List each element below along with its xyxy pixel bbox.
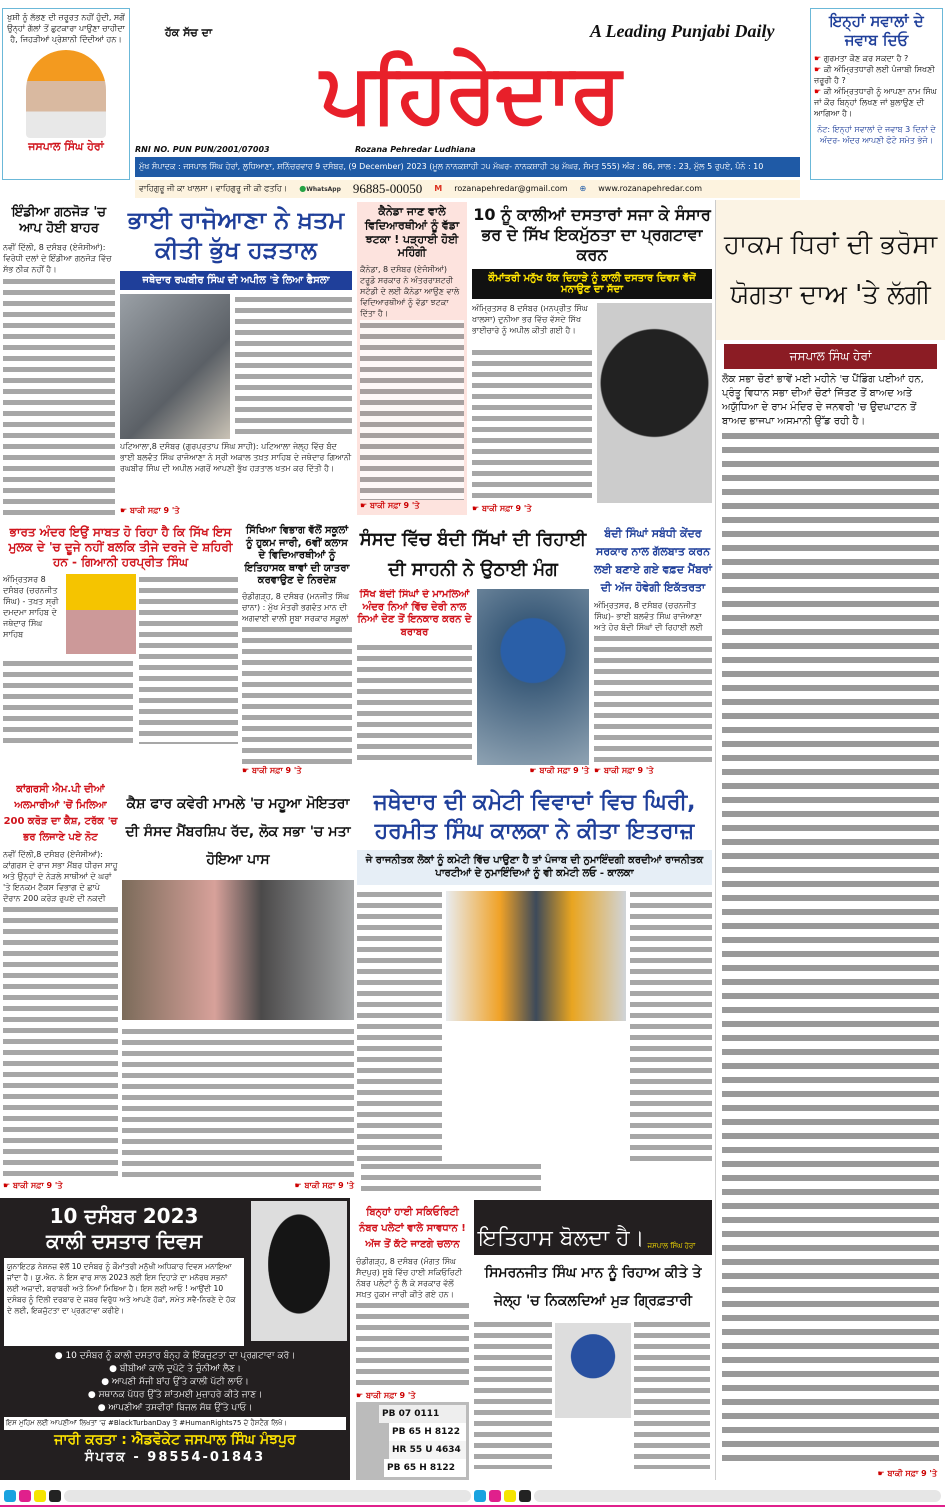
questions-ad <box>810 8 943 180</box>
edition-place: Rozana Pehredar Ludhiana <box>355 145 476 154</box>
continued-label: ☛ ਬਾਕੀ ਸਫ਼ਾ 9 'ਤੇ <box>877 1469 937 1478</box>
subhead: ਜਥੇਦਾਰ ਰਘਬੀਰ ਸਿੰਘ ਦੀ ਅਪੀਲ 'ਤੇ ਲਿਆ ਫੈਸਲਾ <box>120 271 352 290</box>
ad-point: ● ਆਪਣੀਆਂ ਤਸਵੀਰਾਂ ਬਿਜਲ ਸੱਥ ਉੱਤੇ ਪਾਓ। <box>97 1403 253 1413</box>
color-swatch <box>4 1490 16 1502</box>
phone-number: 96885-00050 <box>352 181 423 196</box>
mann-photo <box>555 1323 631 1418</box>
article-canada <box>357 202 467 515</box>
lead-text: ਕੈਨੇਡਾ, 8 ਦਸੰਬਰ (ਏਜੰਸੀਆਂ) ਟਰੂਡੋ ਸਰਕਾਰ ਨੇ ਅੰਤਰਰਾਸ਼ਟਰੀ ਸਟੱਡੀ ਦੇ ਲਈ ਕੈਨੇਡਾ ਆਉਣ ਵਾਲੇ ਵਿਦਿਆਰਥੀਆਂ ਨੂੰ ਵੱਡਾ ਝਟਕਾ ਦਿੱਤਾ ਹੈ। <box>360 265 460 318</box>
headline: ਕਾਂਗਰਸੀ ਐਮ.ਪੀ ਦੀਆਂ ਅਲਮਾਰੀਆਂ 'ਚੋਂ ਮਿਲਿਆ 200 ਕਰੋੜ ਦਾ ਕੈਸ਼, ਟਰੱਕ 'ਚ ਭਰ ਲਿਜਾਣੇ ਪਏ ਨੋਟ <box>3 784 118 843</box>
headline: ਕੈਸ਼ ਫਾਰ ਕਵੇਰੀ ਮਾਮਲੇ 'ਚ ਮਹੂਆ ਮੋਇਤਰਾ ਦੀ ਸੰਸਦ ਮੈਂਬਰਸ਼ਿਪ ਰੱਦ, ਲੋਕ ਸਭਾ 'ਚ ਮਤਾ ਹੋਇਆ ਪਾਸ <box>125 796 351 868</box>
color-swatch <box>504 1490 516 1502</box>
ad-point: ● ਆਪਣੀ ਸੱਜੀ ਬਾਂਹ ਉੱਤੇ ਕਾਲੀ ਪੱਟੀ ਲਾਓ। <box>101 1377 249 1387</box>
article-rajoana <box>120 205 352 517</box>
plate: PB 65 H 8122 <box>384 1459 466 1477</box>
plate: PB 65 H 8122 <box>389 1423 466 1441</box>
article-giani-harpreet <box>3 525 238 777</box>
article-mahua <box>122 790 354 1192</box>
print-registration-bar <box>0 1486 945 1507</box>
ad-point: ● ਸਥਾਨਕ ਪੱਧਰ ਉੱਤੇ ਸ਼ਾਂਤਮਈ ਮੁਜ਼ਾਹਰੇ ਕੀਤੇ ਜਾਣ। <box>87 1390 263 1400</box>
continued-label: ☛ ਬਾਕੀ ਸਫ਼ਾ 9 'ਤੇ <box>356 1391 416 1400</box>
itihas-banner: ਇਤਿਹਾਸ ਬੋਲਦਾ ਹੈ। ਜਸਪਾਲ ਸਿੰਘ ਹੇਰਾਂ <box>474 1200 712 1255</box>
lead-text: ਨਵੀਂ ਦਿੱਲੀ, 8 ਦਸੰਬਰ (ਏਜੰਸੀਆਂ): ਵਿਰੋਧੀ ਦਲਾਂ ਦੇ ਇੰਡੀਆ ਗਠਜੋੜ ਵਿੱਚ ਸੱਭ ਠੀਕ ਨਹੀਂ ਹੈ। <box>3 242 112 274</box>
ad-body: ਯੂਨਾਇਟਡ ਨੇਸ਼ਨਜ਼ ਵੱਲੋਂ 10 ਦਸੰਬਰ ਨੂੰ ਕੌਮਾਂਤਰੀ ਮਨੁੱਖੀ ਅਧਿਕਾਰ ਦਿਵਸ ਮਨਾਇਆ ਜਾਂਦਾ ਹੈ। ਯੂ.ਐਨ. ਨੇ ਇਸ ਵਾਰ ਸਾਲ 2023 ਲਈ ਇਸ ਦਿਹਾੜੇ ਦਾ ਮਨੋਰਥ ਸਭਨਾਂ ਲਈ ਅਜ਼ਾਦੀ, ਬਰਾਬਰੀ ਅਤੇ ਨਿਆਂ ਮਿਥਿਆ ਹੈ। ਇਸ ਲਈ ਆਓ ! ਆਉਂਦੀ 10 ਦਸੰਬਰ ਨੂੰ ਦਿੱਲੀ ਦਰਬਾਰ ਦੇ ਜਬਰ ਵਿਰੁੱਧ ਅਤੇ ਆਪਣੇ ਹੱਕਾਂ, ਸਮੇਤ ਸਵੈ-ਨਿਰਣੇ ਦੇ ਹੱਕ ਦੇ ਲਈ, ਇਕਜੁੱਟਤਾ ਦਾ ਪ੍ਰਗਟਾਵਾ ਕਰੀਏ। <box>4 1258 244 1346</box>
editorial <box>715 200 945 1480</box>
subhead: ਕੌਮਾਂਤਰੀ ਮਨੁੱਖ ਹੱਕ ਦਿਹਾੜੇ ਨੂੰ ਕਾਲੀ ਦਸਤਾਰ ਦਿਵਸ ਵੱਜੋਂ ਮਨਾਉਣ ਦਾ ਸੱਦਾ <box>472 269 712 299</box>
plate: PB 07 0111 <box>379 1405 466 1423</box>
black-turban-photo <box>251 1201 347 1341</box>
contact-strip <box>135 180 800 198</box>
color-swatch <box>489 1490 501 1502</box>
continued-label: ☛ ਬਾਕੀ ਸਫ਼ਾ 9 'ਤੇ <box>3 1181 63 1190</box>
editorial-lead: ਲੋਕ ਸਭਾ ਚੋਣਾਂ ਭਾਵੇਂ ਮਈ ਮਹੀਨੇ 'ਚ ਪੈਂਡਿੰਗ ਪਈਆਂ ਹਨ, ਪ੍ਰੰਤੂ ਵਿਧਾਨ ਸਭਾ ਦੀਆਂ ਚੋਣਾਂ ਜਿੱਤਣ ਤੋਂ ਬਾਅਦ ਅਤੇ ਅਯੁੱਧਿਆ ਦੇ ਰਾਮ ਮੰਦਿਰ ਦੇ ਜਨਵਰੀ 'ਚ ਉਦਘਾਟਨ ਤੋਂ ਬਾਅਦ ਭਾਜਪਾ ਅਸਮਾਨੀ ਉੱਡ ਰਹੀ ਹੈ। <box>722 374 924 427</box>
website[interactable]: www.rozanapehredar.com <box>598 184 703 193</box>
ad-name: ਜਸਪਾਲ ਸਿੰਘ ਹੇਰਾਂ <box>28 140 104 153</box>
question: ☛ ਕੀ ਅੰਮ੍ਰਿਤਧਾਰੀ ਲਈ ਪੰਜਾਬੀ ਸਿਖਣੀ ਜ਼ਰੂਰੀ ਹੈ ? <box>814 65 935 85</box>
continued-label: ☛ ਬਾਕੀ ਸਫ਼ਾ 9 'ਤੇ <box>472 504 532 513</box>
rni-number: RNI NO. PUN PUN/2001/07003 <box>135 145 270 154</box>
questions-title: ਇਨ੍ਹਾਂ ਸਵਾਲਾਂ ਦੇ ਜਵਾਬ ਦਿਓ <box>829 12 924 49</box>
english-tagline: A Leading Punjabi Daily <box>590 21 775 41</box>
headline: ਜਥੇਦਾਰ ਦੀ ਕਮੇਟੀ ਵਿਵਾਦਾਂ ਵਿਚ ਘਿਰੀ, ਹਰਮੀਤ ਸਿੰਘ ਕਾਲਕਾ ਨੇ ਕੀਤਾ ਇਤਰਾਜ਼ <box>373 790 696 844</box>
info-bar: ਮੁੱਖ ਸੰਪਾਦਕ : ਜਸਪਾਲ ਸਿੰਘ ਹੇਰਾਂ, ਲੁਧਿਆਣਾ, ਸ਼ਨਿੱਚਰਵਾਰ 9 ਦਸੰਬਰ, (9 December) 2023 (ਮੂਲ ਨਾਨਕਸ਼ਾਹੀ ੨੫ ਮੱਘਰ- ਨਾਨਕਸ਼ਾਹੀ ੨੪ ਮੱਘਰ, ਸੰਮਤ 555) ਅੰਕ : 86, ਸਾਲ : 23, ਮੁੱਲ 5 ਰੁਪਏ, ਪੰਨੇ : 10 <box>135 157 800 177</box>
whatsapp-icon: ●WhatsApp <box>299 184 341 193</box>
photo <box>120 294 230 439</box>
plate: HR 55 U 4634 <box>389 1441 466 1459</box>
article-number-plates <box>356 1205 469 1480</box>
mahua-photo <box>122 880 354 1020</box>
lead-text: ਚੰਡੀਗੜ੍ਹ, 8 ਦਸੰਬਰ (ਮੰਗਤ ਸਿੰਘ ਸੈਦਪੁਰ) ਸੂਬੇ ਵਿੱਚ ਹਾਈ ਸਕਿਓਰਿਟੀ ਨੰਬਰ ਪਲੇਟਾਂ ਨੂੰ ਲੈ ਕੇ ਸਰਕਾਰ ਵੱਲੋਂ ਸਖ਼ਤ ਹੁਕਮ ਜਾਰੀ ਕੀਤੇ ਗਏ ਹਨ। <box>356 1257 463 1299</box>
question: ☛ ਗੁਰਮਤਾ ਕੌਣ ਕਰ ਸਕਦਾ ਹੈ ? <box>814 54 909 63</box>
black-turban-day-ad <box>0 1198 350 1480</box>
continued-label: ☛ ਬਾਕੀ ਸਫ਼ਾ 9 'ਤੇ <box>120 506 180 515</box>
question-list <box>814 53 939 119</box>
color-swatch <box>49 1490 61 1502</box>
headline: ਭਾਈ ਰਾਜੋਆਣਾ ਨੇ ਖ਼ਤਮ ਕੀਤੀ ਭੁੱਖ ਹੜਤਾਲ <box>127 206 345 264</box>
headline: ਕੈਨੇਡਾ ਜਾਣ ਵਾਲੇ ਵਿਦਿਆਰਥੀਆਂ ਨੂੰ ਵੱਡਾ ਝਟਕਾ ! ਪੜ੍ਹਾਈ ਹੋਈ ਮਹਿੰਗੀ <box>364 205 460 260</box>
ad-title-date: 10 ਦਸੰਬਰ 2023 <box>49 1204 199 1228</box>
continued-label: ☛ ਬਾਕੀ ਸਫ਼ਾ 9 'ਤੇ <box>294 1181 354 1190</box>
mail-icon: M <box>434 184 443 193</box>
headline: ਇੰਡੀਆ ਗਠਜੋੜ 'ਚ ਆਪ ਹੋਈ ਬਾਹਰ <box>11 205 107 237</box>
article-jathedar-committee <box>357 788 712 1193</box>
ad-contact: ਸੰਪਰਕ - 98554-01843 <box>84 1449 266 1465</box>
headline: 10 ਨੂੰ ਕਾਲੀਆਂ ਦਸਤਾਰਾਂ ਸਜਾ ਕੇ ਸੰਸਾਰ ਭਰ ਦੇ ਸਿੱਖ ਇਕਮੁੱਠਤਾ ਦਾ ਪ੍ਰਗਟਾਵਾ ਕਰਨ <box>473 205 711 264</box>
headline: ਭਾਰਤ ਅੰਦਰ ਇਉਂ ਸਾਬਤ ਹੋ ਰਿਹਾ ਹੈ ਕਿ ਸਿੱਖ ਇਸ ਮੁਲਕ ਦੇ 'ਚ ਦੂਜੇ ਨਹੀਂ ਬਲਕਿ ਤੀਜੇ ਦਰਜੇ ਦੇ ਸ਼ਹਿਰੀ ਹਨ - ਗਿਆਨੀ ਹਰਪ੍ਰੀਤ ਸਿੰਘ <box>8 525 233 569</box>
lead-text: ਚੰਡੀਗੜ੍ਹ, 8 ਦਸੰਬਰ (ਮਨਜੀਤ ਸਿੰਘ ਚਾਨਾ) : ਮੁੱਖ ਮੰਤਰੀ ਭਗਵੰਤ ਮਾਨ ਦੀ ਅਗਵਾਈ ਵਾਲੀ ਸੂਬਾ ਸਰਕਾਰ ਸਕੂਲਾਂ <box>242 591 350 623</box>
article-itihas <box>474 1200 712 1480</box>
lead-text: ਅੰਮ੍ਰਿਤਸਰ, 8 ਦਸੰਬਰ (ਚਰਨਜੀਤ ਸਿੰਘ)- ਭਾਈ ਬਲਵੰਤ ਸਿੰਘ ਰਾਜੋਆਣਾ ਅਤੇ ਹੋਰ ਬੰਦੀ ਸਿੰਘਾਂ ਦੀ ਰਿਹਾਈ ਲਈ <box>594 601 703 632</box>
lead-text: ਅੰਮ੍ਰਿਤਸਰ 8 ਦਸੰਬਰ (ਮਨਪ੍ਰੀਤ ਸਿੰਘ ਖਾਲਸਾ) ਦੁਨੀਆ ਭਰ ਵਿੱਚ ਵੱਸਦੇ ਸਿੱਖ ਭਾਈਚਾਰੇ ਨੂੰ ਅਪੀਲ ਕੀਤੀ ਗਈ ਹੈ। <box>472 304 588 335</box>
article-sahni <box>357 525 589 777</box>
greeting: ਵਾਹਿਗੁਰੂ ਜੀ ਕਾ ਖਾਲਸਾ। ਵਾਹਿਗੁਰੂ ਜੀ ਕੀ ਫਤਹਿ। <box>139 184 288 193</box>
headline: ਸੰਸਦ ਵਿੱਚ ਬੰਦੀ ਸਿੱਖਾਂ ਦੀ ਰਿਹਾਈ ਦੀ ਸਾਹਨੀ ਨੇ ਉਠਾਈ ਮੰਗ <box>359 529 587 580</box>
tagline: ਹੱਕ ਸੱਚ ਦਾ <box>165 26 213 39</box>
continued-label: ☛ ਬਾਕੀ ਸਫ਼ਾ 9 'ਤੇ <box>529 766 589 775</box>
ad-points <box>0 1350 350 1415</box>
article-congress-cash <box>3 782 118 1192</box>
ad-title: ਕਾਲੀ ਦਸਤਾਰ ਦਿਵਸ <box>46 1229 202 1253</box>
article-black-turban <box>472 205 712 515</box>
color-swatch <box>474 1490 486 1502</box>
editorial-headline: ਹਾਕਮ ਧਿਰਾਂ ਦੀ ਭਰੋਸਾ ਯੋਗਤਾ ਦਾਅ 'ਤੇ ਲੱਗੀ <box>716 200 945 340</box>
globe-icon: ⊕ <box>579 184 587 193</box>
article-india-alliance <box>3 205 115 515</box>
questions-note: ਨੋਟ: ਇਨ੍ਹਾਂ ਸਵਾਲਾਂ ਦੇ ਜਵਾਬ 3 ਦਿਨਾਂ ਦੇ ਅੰਦਰ- ਅੰਦਰ ਆਪਣੀ ਫੋਟੋ ਸਮੇਤ ਭੇਜੋ। <box>817 125 936 145</box>
logo: ਪਹਿਰੇਦਾਰ <box>320 46 620 141</box>
color-swatch <box>19 1490 31 1502</box>
ad-point: ● ਬੀਬੀਆਂ ਕਾਲੇ ਦੁਪੱਟੇ ਤੇ ਚੁੰਨੀਆਂ ਲੈਣ। <box>109 1364 241 1374</box>
headline: ਸਿਮਰਨਜੀਤ ਸਿੰਘ ਮਾਨ ਨੂੰ ਰਿਹਾਅ ਕੀਤੇ ਤੇ ਜੇਲ੍ਹ 'ਚ ਨਿਕਲਦਿਆਂ ਮੁੜ ਗ੍ਰਿਫ਼ਤਾਰੀ <box>484 1265 702 1309</box>
headline: ਸਿੱਖਿਆ ਵਿਭਾਗ ਵੱਲੋਂ ਸਕੂਲਾਂ ਨੂੰ ਹੁਕਮ ਜਾਰੀ, 6ਵੀਂ ਕਲਾਸ ਦੇ ਵਿਦਿਆਰਥੀਆਂ ਨੂੰ ਇਤਿਹਾਸਕ ਥਾਵਾਂ ਦੀ ਯਾਤਰਾ ਕਰਵਾਉਣ ਦੇ ਨਿਰਦੇਸ਼ <box>244 525 350 586</box>
headline: ਬਿਨ੍ਹਾਂ ਹਾਈ ਸਕਿਓਰਿਟੀ ਨੰਬਰ ਪਲੇਟਾਂ ਵਾਲੇ ਸਾਵਧਾਨ ! ਅੱਜ ਤੋਂ ਕੱਟੇ ਜਾਣਗੇ ਚਲਾਨ <box>359 1207 466 1250</box>
kalka-photo <box>446 891 626 1021</box>
portrait-photo <box>26 50 106 138</box>
headline: ਬੰਦੀ ਸਿੰਘਾਂ ਸਬੰਧੀ ਕੇਂਦਰ ਸਰਕਾਰ ਨਾਲ ਗੱਲਬਾਤ ਕਰਨ ਲਈ ਬਣਾਏ ਗਏ ਵਫ਼ਦ ਮੈਂਬਰਾਂ ਦੀ ਅੱਜ ਹੋਵੇਗੀ ਇਕੱਤਰਤਾ <box>594 527 712 594</box>
photo <box>66 574 136 654</box>
continued-label: ☛ ਬਾਕੀ ਸਫ਼ਾ 9 'ਤੇ <box>242 766 302 775</box>
black-turban-photo <box>597 303 712 503</box>
lead-text: ਨਵੀਂ ਦਿੱਲੀ,8 ਦਸੰਬਰ (ਏਜੰਸੀਆਂ): ਕਾਂਗਰਸ ਦੇ ਰਾਜ ਸਭਾ ਮੈਂਬਰ ਧੀਰਜ ਸਾਹੂ ਅਤੇ ਉਨ੍ਹਾਂ ਦੇ ਨੇੜਲੇ ਸਾਥੀਆਂ ਦੇ ਘਰਾਂ 'ਤੇ ਇਨਕਮ ਟੈਕਸ ਵਿਭਾਗ ਦੇ ਛਾਪੇ ਦੌਰਾਨ 200 ਕਰੋੜ ਰੁਪਏ ਦੀ ਨਕਦੀ <box>3 850 118 903</box>
continued-label: ☛ ਬਾਕੀ ਸਫ਼ਾ 9 'ਤੇ <box>360 501 420 510</box>
continued-label: ☛ ਬਾਕੀ ਸਫ਼ਾ 9 'ਤੇ <box>594 766 654 775</box>
color-swatch <box>519 1490 531 1502</box>
article-education <box>242 525 352 777</box>
ad-point: ● 10 ਦਸੰਬਰ ਨੂੰ ਕਾਲੀ ਦਸਤਾਰ ਬੰਨ੍ਹ ਕੇ ਇੱਕਜੁਟਤਾ ਦਾ ਪ੍ਰਗਟਾਵਾ ਕਰੋ। <box>54 1351 296 1361</box>
number-plates-photo <box>356 1402 469 1480</box>
color-swatch <box>34 1490 46 1502</box>
sahni-photo <box>477 589 589 765</box>
lead-text: ਅੰਮ੍ਰਿਤਸਰ 8 ਦਸੰਬਰ (ਚਰਨਜੀਤ ਸਿੰਘ) - ਤਖ਼ਤ ਸ੍ਰੀ ਦਮਦਮਾ ਸਾਹਿਬ ਦੇ ਜਥੇਦਾਰ ਸਿੰਘ ਸਾਹਿਬ <box>3 575 59 639</box>
lead-text: ਪਟਿਆਲਾ,8 ਦਸੰਬਰ (ਗੁਰਪ੍ਰਤਾਪ ਸਿੰਘ ਸਾਹੀ): ਪਟਿਆਲਾ ਜੇਲ੍ਹ ਵਿੱਚ ਬੰਦ ਭਾਈ ਬਲਵੰਤ ਸਿੰਘ ਰਾਜੋਆਣਾ ਨੇ ਸ੍ਰੀ ਅਕਾਲ ਤਖ਼ਤ ਸਾਹਿਬ ਦੇ ਜਥੇਦਾਰ ਗਿਆਨੀ ਰਘਬੀਰ ਸਿੰਘ ਦੀ ਅਪੀਲ ਮਗਰੋਂ ਆਪਣੀ ਭੁੱਖ ਹੜਤਾਲ ਖਤਮ ਕਰ ਦਿੱਤੀ ਹੈ। <box>120 442 352 473</box>
subhead: ਸਿੱਖ ਬੰਦੀ ਸਿੰਘਾਂ ਦੇ ਮਾਮਲਿਆਂ ਅੰਦਰ ਨਿਆਂ ਵਿੱਚ ਦੇਰੀ ਨਾਲ ਨਿਆਂ ਦੇਣ ਤੋਂ ਇਨਕਾਰ ਕਰਨ ਦੇ ਬਰਾਬਰ <box>357 589 472 638</box>
left-quote-ad <box>2 8 130 180</box>
article-bandi-singh <box>594 525 712 777</box>
ad-hashtags: ਇਸ ਮੁਹਿਮ ਲਈ ਆਪਣੀਆਂ ਲਿਖਤਾਂ 'ਚ #BlackTurbanDay ਤੇ #HumanRights75 ਦੇ ਹੈਸ਼ਟੈਗ ਲਿਖੋ। <box>4 1417 346 1430</box>
editorial-byline: ਜਸਪਾਲ ਸਿੰਘ ਹੇਰਾਂ <box>724 344 937 369</box>
question: ☛ ਕੀ ਅੰਮ੍ਰਿਤਧਾਰੀ ਨੂੰ ਆਪਣਾ ਨਾਮ ਸਿੰਘ ਜਾਂ ਕੌਰ ਬਿਨ੍ਹਾਂ ਲਿਖਣ ਜਾਂ ਬੁਲਾਉਣ ਦੀ ਆਗਿਆ ਹੈ। <box>814 87 937 118</box>
ad-quote: ਖੁਸ਼ੀ ਨੂੰ ਲੱਭਣ ਦੀ ਜ਼ਰੂਰਤ ਨਹੀਂ ਹੁੰਦੀ, ਸਗੋਂ ਉਨ੍ਹਾਂ ਗੱਲਾਂ ਤੋਂ ਛੁਟਕਾਰਾ ਪਾਉਣਾ ਚਾਹੀਦਾ ਹੈ, ਜਿਹੜੀਆਂ ਪ੍ਰੇਸ਼ਾਨੀ ਦਿੰਦੀਆਂ ਹਨ। <box>7 13 125 44</box>
subhead: ਜੇ ਰਾਜਨੀਤਕ ਲੋਕਾਂ ਨੂੰ ਕਮੇਟੀ ਵਿੱਚ ਪਾਉਣਾ ਹੈ ਤਾਂ ਪੰਜਾਬ ਦੀ ਨੁਮਾਇੰਦਗੀ ਕਰਦੀਆਂ ਰਾਜਨੀਤਕ ਪਾਰਟੀਆਂ ਦੇ ਨੁਮਾਇੰਦਿਆਂ ਨੂੰ ਵੀ ਕਮੇਟੀ ਲਓ - ਕਾਲਕਾ <box>357 850 712 885</box>
email[interactable]: rozanapehredar@gmail.com <box>454 184 568 193</box>
ad-issuer: ਜਾਰੀ ਕਰਤਾ : ਐਡਵੋਕੇਟ ਜਸਪਾਲ ਸਿੰਘ ਮੰਝਪੁਰ <box>54 1432 296 1448</box>
